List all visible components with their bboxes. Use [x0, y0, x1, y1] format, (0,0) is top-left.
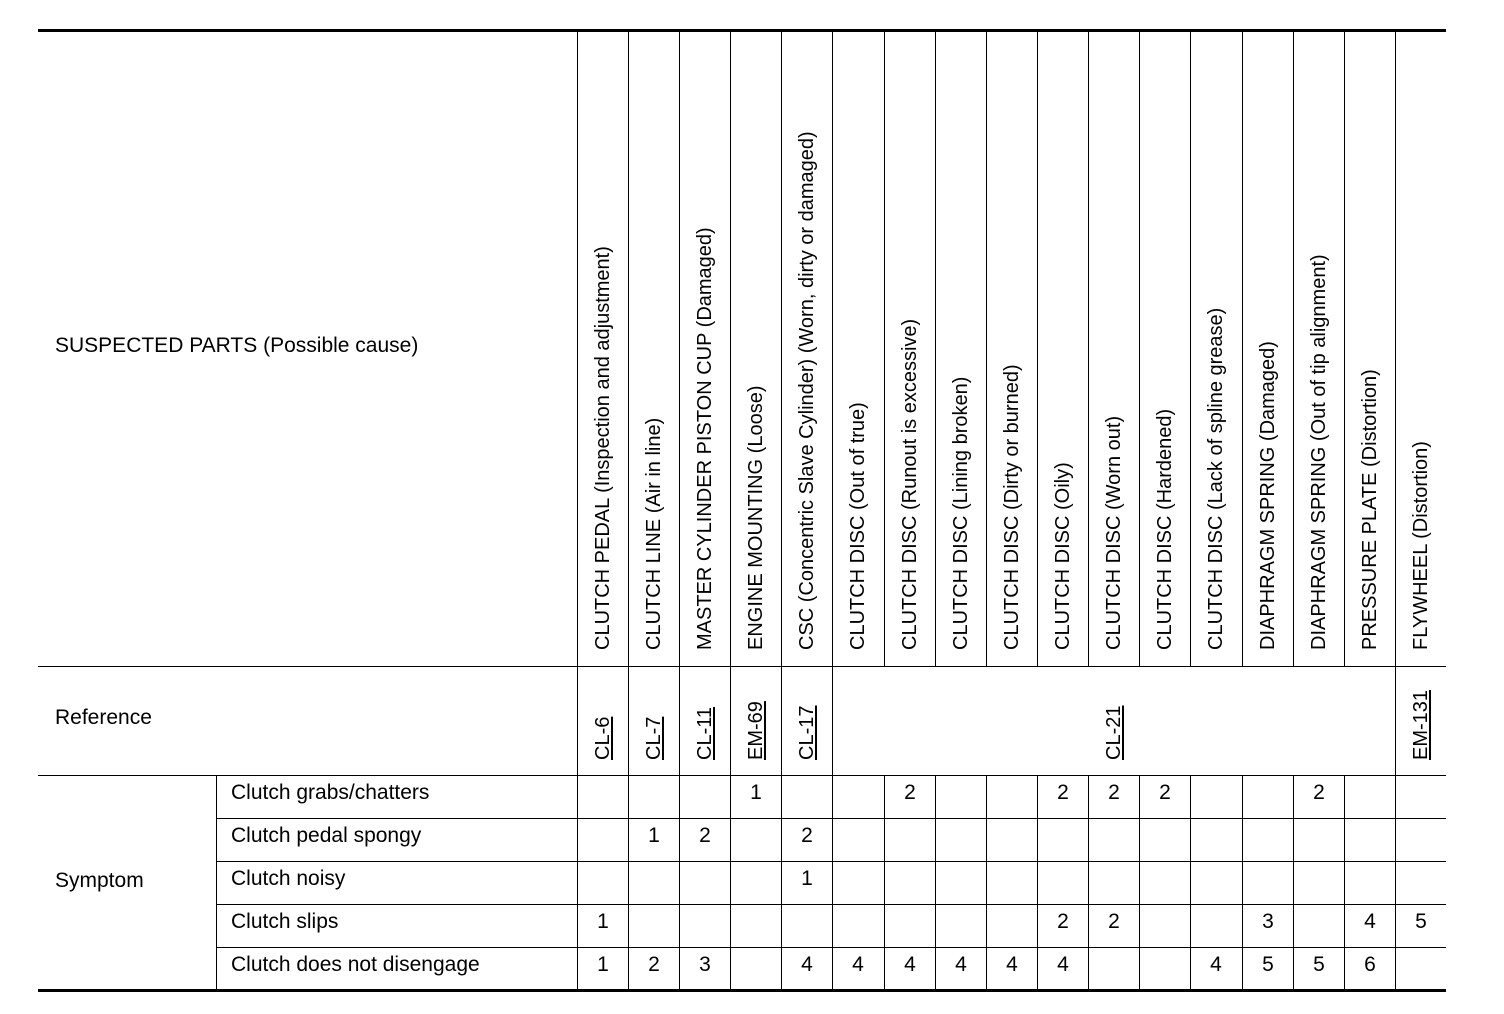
symptom-name: Clutch does not disengage — [231, 953, 480, 976]
priority-value: 2 — [1159, 781, 1171, 804]
priority-value: 1 — [801, 867, 813, 890]
priority-value: 4 — [1057, 953, 1069, 976]
symptom-name: Clutch pedal spongy — [231, 824, 422, 847]
column-divider — [1242, 30, 1243, 666]
column-header-label: DIAPHRAGM SPRING (Damaged) — [1256, 341, 1279, 650]
header-bottom-rule — [38, 666, 1446, 667]
column-header-label: CLUTCH DISC (Dirty or burned) — [1000, 364, 1023, 650]
column-divider — [884, 30, 885, 666]
column-header-label: PRESSURE PLATE (Distortion) — [1358, 369, 1381, 650]
column-divider — [628, 30, 629, 666]
reference-bottom-rule — [38, 775, 1446, 776]
priority-value: 1 — [648, 824, 660, 847]
column-divider — [1293, 30, 1294, 666]
priority-value: 3 — [699, 953, 711, 976]
column-header-label: CLUTCH DISC (Worn out) — [1102, 415, 1125, 650]
priority-value: 4 — [1210, 953, 1222, 976]
column-header-label: CSC (Concentric Slave Cylinder) (Worn, dirty or damaged) — [795, 131, 818, 650]
column-header-label: DIAPHRAGM SPRING (Out of tip alignment) — [1307, 254, 1330, 650]
reference-link-label: CL-21 — [1102, 705, 1125, 760]
priority-value: 5 — [1313, 953, 1325, 976]
priority-value: 2 — [1057, 910, 1069, 933]
symptom-label-divider — [216, 775, 217, 990]
reference-link-label: CL-11 — [693, 707, 716, 760]
column-header-label: CLUTCH LINE (Air in line) — [642, 417, 665, 650]
reference-divider — [781, 666, 782, 775]
reference-link-label: CL-17 — [795, 705, 818, 760]
reference-link-label: CL-7 — [642, 716, 665, 760]
column-divider — [781, 30, 782, 666]
priority-value: 3 — [1262, 910, 1274, 933]
column-header-label: CLUTCH DISC (Runout is excessive) — [898, 318, 921, 650]
priority-value: 2 — [1057, 781, 1069, 804]
symptom-row-rule — [216, 818, 1446, 819]
column-divider — [1088, 775, 1089, 990]
reference-divider — [628, 666, 629, 775]
column-header-label: FLYWHEEL (Distortion) — [1409, 441, 1432, 650]
column-divider — [730, 30, 731, 666]
priority-value: 1 — [597, 953, 609, 976]
column-header-label: CLUTCH DISC (Lining broken) — [949, 376, 972, 650]
column-divider — [935, 30, 936, 666]
suspected-parts-label: SUSPECTED PARTS (Possible cause) — [55, 334, 419, 357]
table-top-border — [38, 29, 1446, 32]
column-header-label: CLUTCH DISC (Hardened) — [1153, 408, 1176, 650]
priority-value: 2 — [801, 824, 813, 847]
column-divider — [986, 30, 987, 666]
reference-divider — [730, 666, 731, 775]
symptom-name: Clutch noisy — [231, 867, 346, 890]
priority-value: 4 — [1364, 910, 1376, 933]
reference-label: Reference — [55, 706, 152, 729]
priority-value: 4 — [1006, 953, 1018, 976]
column-divider — [1395, 30, 1396, 666]
priority-value: 2 — [1313, 781, 1325, 804]
priority-value: 2 — [1108, 910, 1120, 933]
column-divider — [1139, 30, 1140, 666]
column-divider — [1190, 30, 1191, 666]
symptom-label: Symptom — [55, 869, 144, 892]
column-divider — [832, 30, 833, 666]
priority-value: 6 — [1364, 953, 1376, 976]
reference-divider — [679, 666, 680, 775]
priority-value: 5 — [1415, 910, 1427, 933]
priority-value: 4 — [801, 953, 813, 976]
column-divider — [577, 30, 578, 666]
priority-value: 4 — [852, 953, 864, 976]
symptom-row-rule — [216, 861, 1446, 862]
column-divider — [1088, 30, 1089, 666]
symptom-name: Clutch grabs/chatters — [231, 781, 430, 804]
column-header-label: ENGINE MOUNTING (Loose) — [744, 385, 767, 650]
table-bottom-border — [38, 989, 1446, 992]
column-header-label: MASTER CYLINDER PISTON CUP (Damaged) — [693, 227, 716, 650]
column-header-label: CLUTCH DISC (Out of true) — [847, 402, 869, 650]
column-header-label: CLUTCH DISC (Lack of spline grease) — [1205, 307, 1227, 650]
reference-link-label: EM-131 — [1409, 689, 1432, 760]
reference-divider — [1395, 666, 1396, 775]
priority-value: 1 — [597, 910, 609, 933]
column-divider — [1344, 30, 1345, 666]
column-divider — [679, 30, 680, 666]
column-divider — [730, 775, 731, 990]
column-header-label: CLUTCH DISC (Oily) — [1051, 462, 1074, 650]
priority-value: 2 — [904, 781, 916, 804]
column-divider — [1037, 30, 1038, 666]
column-header-label: CLUTCH PEDAL (Inspection and adjustment) — [591, 246, 614, 650]
reference-divider — [577, 666, 578, 775]
symptom-row-rule — [216, 947, 1446, 948]
priority-value: 1 — [750, 781, 762, 804]
symptom-row-rule — [216, 904, 1446, 905]
priority-value: 2 — [648, 953, 660, 976]
priority-value: 2 — [1108, 781, 1120, 804]
column-divider — [1395, 775, 1396, 990]
reference-link-label: CL-6 — [591, 716, 614, 760]
priority-value: 4 — [904, 953, 916, 976]
priority-value: 4 — [955, 953, 967, 976]
reference-divider — [832, 666, 833, 775]
priority-value: 5 — [1262, 953, 1274, 976]
priority-value: 2 — [699, 824, 711, 847]
reference-link-label: EM-69 — [744, 701, 767, 760]
symptom-name: Clutch slips — [231, 910, 339, 933]
column-divider — [1139, 775, 1140, 990]
